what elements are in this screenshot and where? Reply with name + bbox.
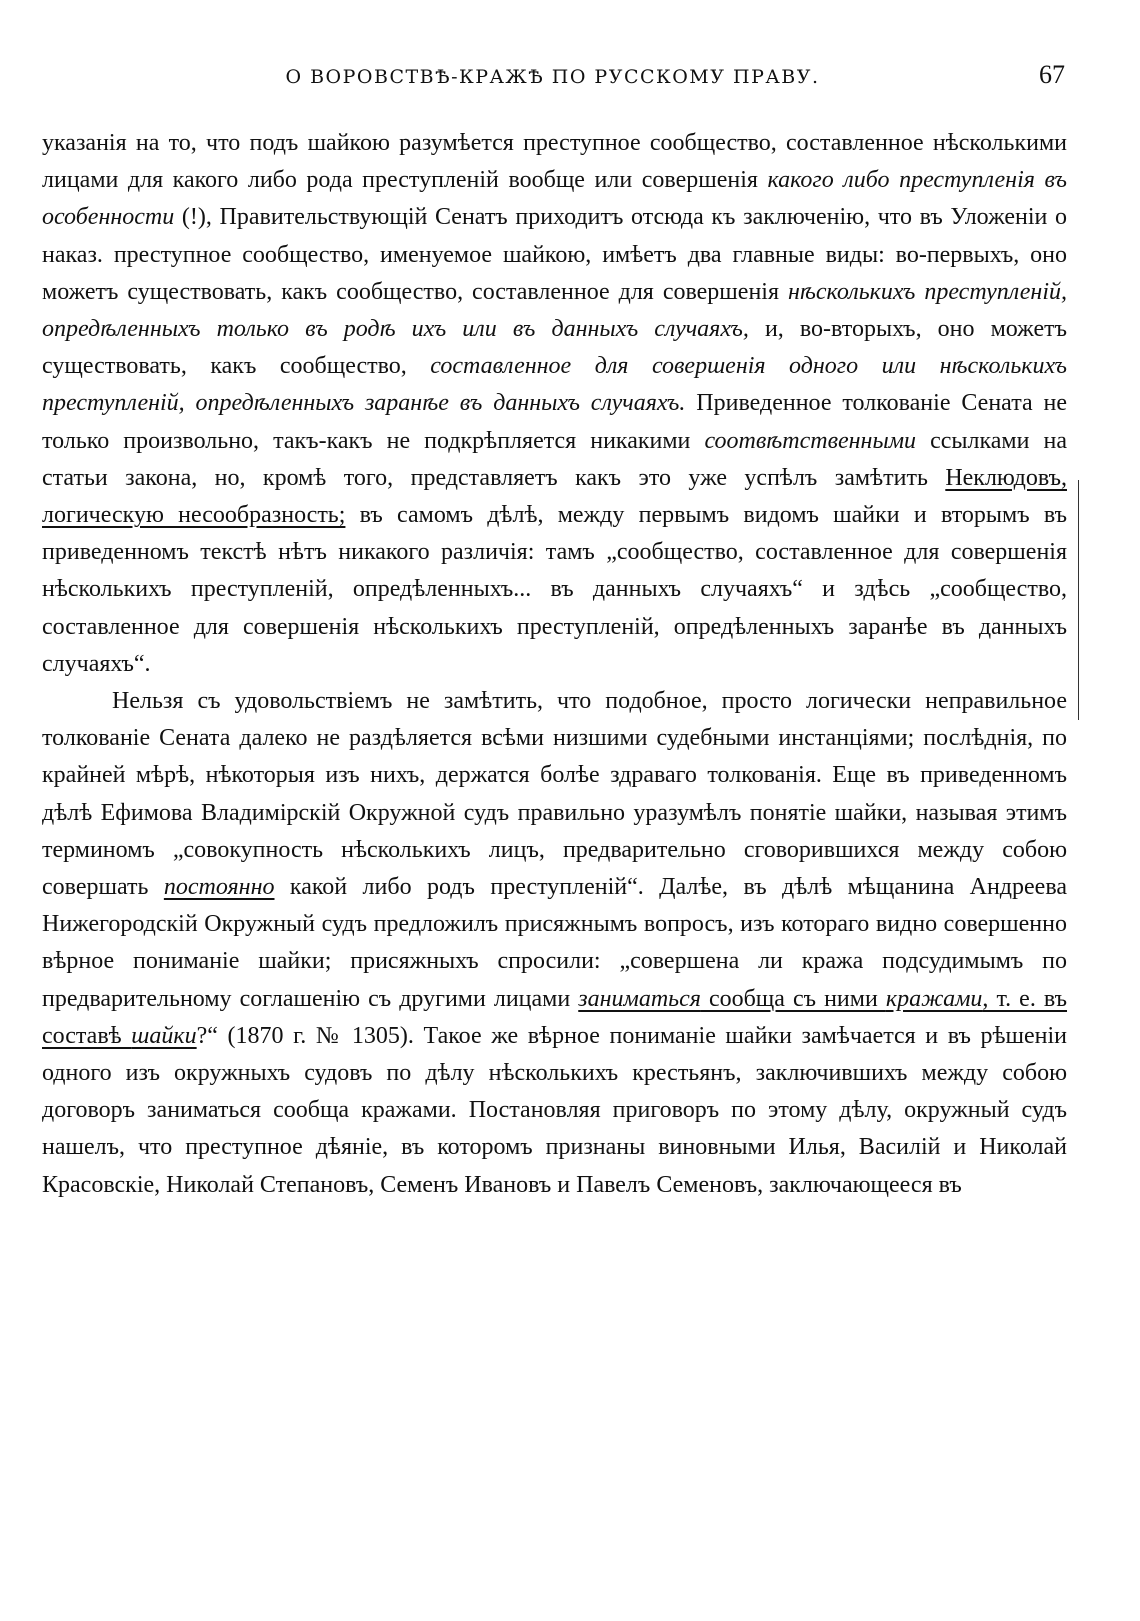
text-run: Нельзя съ удовольствіемъ не замѣтить, что подобное, просто логически неправильное толкованіе Сената далеко не раздѣляется всѣми низшими судебными инстанціями; послѣднія, по крайней мѣрѣ, нѣкоторыя изъ нихъ, держатся болѣе здраваго толкованія. Еще въ приведенномъ дѣлѣ Ефимова Владимірскій Окружной судъ правильно уразумѣлъ понятіе шайки, называя этимъ терминомъ „совокупность нѣсколькихъ лицъ, предварительно сговорившихся между собою совершать xyxy=(42,688,1067,901)
text-run: постоянно xyxy=(163,874,275,901)
text-run: какого либо преступленія въ особенности xyxy=(42,167,1068,231)
text-run: заниматься xyxy=(578,985,701,1012)
text-run: въ самомъ дѣлѣ, между первымъ видомъ шайки и вторымъ въ приведенномъ текстѣ нѣтъ никакого различія: тамъ „сообщество, составленное для совершенія нѣсколькихъ преступленій, опредѣленныхъ... въ данныхъ случаяхъ“ и здѣсь „сообщество, составленное для совершенія нѣсколькихъ преступленій, опредѣленныхъ заранѣе въ данныхъ случаяхъ“. xyxy=(42,502,1067,677)
page-header xyxy=(40,60,1065,100)
text-run: , т. е. въ составѣ xyxy=(42,985,1068,1049)
text-run: указанія на то, что подъ шайкою разумѣется преступное сообщество, составленное нѣсколькими лицами для какого либо рода преступленій вообще или совершенія xyxy=(42,130,1067,194)
text-run: и, во-вторыхъ, оно можетъ существовать, какъ сообщество, xyxy=(42,316,1067,380)
paragraph-2 xyxy=(42,683,1067,1204)
text-run: составленное для совершенія одного или нѣсколькихъ преступленій, опредѣленныхъ заранѣе въ данныхъ случаяхъ. xyxy=(42,353,1068,417)
text-run: ссылками на статьи закона, но, кромѣ того, представляетъ какъ это уже успѣлъ замѣтить xyxy=(42,427,1067,491)
text-run: Приведенное толкованіе Сената не только произвольно, такъ-какъ не подкрѣпляется никакими xyxy=(42,390,1068,454)
text-run: нѣсколькихъ преступленій, опредѣленныхъ только въ родѣ ихъ или въ данныхъ случаяхъ, xyxy=(42,278,1068,343)
running-title: О ВОРОВСТВѢ-КРАЖѢ ПО РУССКОМУ ПРАВУ. xyxy=(285,66,820,88)
text-run: кражами xyxy=(885,985,983,1012)
paragraph-1 xyxy=(42,125,1067,683)
body-text xyxy=(42,125,1067,1204)
text-run: (!), Правительствующій Сенатъ приходитъ отсюда къ заключенію, что въ Уложеніи о наказ. преступное сообщество, именуемое шайкою, имѣетъ два главные виды: во-первыхъ, оно можетъ существовать, какъ сообщество, составленное для совершенія xyxy=(42,204,1067,305)
margin-pencil-mark xyxy=(1078,480,1079,720)
text-run: соотвѣтственными xyxy=(704,427,917,454)
text-run: сообща съ ними xyxy=(700,985,886,1012)
text-run: шайки xyxy=(131,1022,197,1049)
page-number: 67 xyxy=(1039,60,1065,89)
text-run: Неклюдовъ, логическую несообразность; xyxy=(42,464,1067,529)
text-run: какой либо родъ преступленій“. Далѣе, въ дѣлѣ мѣщанина Андреева Нижегородскій Окружный судъ предложилъ присяжнымъ вопросъ, изъ котораго видно совершенно вѣрное пониманіе шайки; присяжныхъ спросили: „совершена ли кража подсудимымъ по предварительному соглашенію съ другими лицами xyxy=(42,874,1067,1012)
text-run: ?“ (1870 г. № 1305). Такое же вѣрное пониманіе шайки замѣчается и въ рѣшеніи одного изъ окружныхъ судовъ по дѣлу нѣсколькихъ крестьянъ, заключившихъ между собою договоръ заниматься сообща кражами. Постановляя приговоръ по этому дѣлу, окружный судъ нашелъ, что преступное дѣяніе, въ которомъ признаны виновными Илья, Василій и Николай Красовскіе, Николай Степановъ, Семенъ Ивановъ и Павелъ Семеновъ, заключающееся въ xyxy=(42,1022,1067,1198)
